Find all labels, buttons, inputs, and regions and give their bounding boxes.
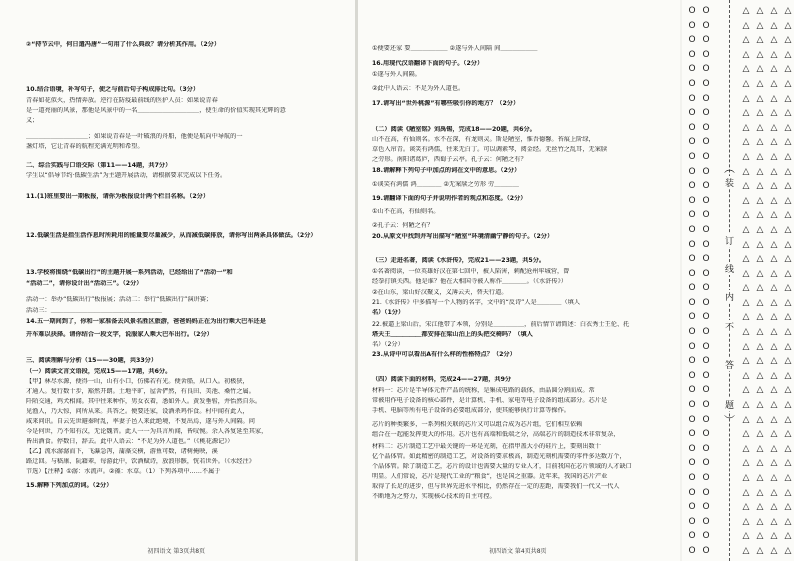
right-page-line: （三）走进名著，阅读《水浒传》，完成21——23题，共5分。	[372, 257, 546, 264]
left-page-line: 【甲】林尽水源，便得一山，山有小口，仿佛若有光。便舍船，从口入。初极狭，	[26, 378, 249, 385]
left-page-line: 开车难以抉择。请你结合一段文字，说服家人乘大巴车出行。（2分）	[26, 331, 213, 338]
right-page-line: 草色入帘青。谈笑有鸿儒，往来无白丁。可以调素琴，阅金经。无丝竹之乱耳，无案牍	[372, 146, 608, 153]
left-page-line: 活动一：举办“低碳出行”板报展；活动二：举行“低碳出行”演讲赛；	[26, 296, 213, 303]
left-page-line: 12.低碳生活是指生活作息时所耗用的能量要尽量减少，从而减低碳排放，请你写出两条具体做法。（2分）	[26, 232, 317, 239]
seal-label: 答	[723, 358, 736, 371]
right-page-line: 19.请翻译下面的句子并说明作者的观点和态度。（2分）	[372, 195, 527, 202]
page-footer: 初四语文 第4页共8页	[489, 548, 547, 555]
right-page-line: ①名著阅读，一位英雄好汉在第七回中，被人陷害，刺配沧州牢城营，曾	[372, 268, 570, 275]
left-exam-page	[0, 0, 355, 561]
right-exam-page	[358, 0, 680, 561]
right-page-line: 不断地为之努力，实现核心技术的自主可控。	[372, 493, 496, 500]
left-page-line: 14.五一期间到了，你和一家准备去风景名胜区旅游，爸爸妈妈正在为出行乘大巴车还是	[26, 318, 266, 325]
left-page-line: 今是何世，乃不知有汉，无论魏晋。此人一一为具言所闻，皆叹惋。余人各复延至其家，	[26, 428, 268, 435]
seal-label: 线	[723, 262, 736, 275]
left-page-line: 10.结合语境，补写句子，使之与前后句子构成排比句。（3分）	[26, 86, 200, 93]
left-page-line: 13.学校将围绕“低碳出行”的主题开展一系列活动，已经给出了“活动一”和	[26, 269, 233, 276]
left-page-line: ②“持节云中，何日遣冯唐”一句用了什么典故？请分析其作用。（2分）	[26, 41, 221, 48]
right-page-line: 芯片的种类繁多，一系列相关联的芯片又可以组合成为芯片组，它们相互依赖	[372, 421, 583, 428]
triangle-column: △ △ △ △ △ △ △ △ △ △ △ △ △ △ △ △ △ △ △ △ △ △ △ △ △ △ △ △ △ △ △ △ △ △ △ △ △ △	[770, 6, 778, 556]
seal-label: 装	[723, 176, 736, 189]
right-page-line: 名）（1分）	[372, 309, 405, 316]
left-page-line: “活动二”，请你设计出“活动三”。（2分）	[26, 280, 143, 287]
right-page-line: （二）阅读《陋室铭》刘禹锡，完成18——20题，共6分。	[372, 126, 536, 133]
binding-strip	[682, 0, 794, 561]
right-page-line: 亿个晶体管。如此精密的制造工艺，对设备的要求极高，制造光刻机需要的零件多达数万个，	[372, 453, 626, 460]
right-page-line: ②孔子云：何陋之有？	[372, 222, 434, 229]
left-page-line: 二、综合实践与口语交际（第11——14题，共7分）	[26, 162, 172, 169]
left-page-line: 学生以“倡导节约·低碳生活”为主题开展活动，请根据要求完成以下任务。	[26, 172, 227, 179]
right-page-line: 明显。人们常说，芯片是现代工业的“粮食”，也是国之重器。近年来，我国的芯片产业	[372, 473, 608, 480]
right-page-line: 16.用现代汉语翻译下面的句子。（2分）	[372, 60, 484, 67]
right-page-line: 手机、电脑等所有电子设备的必要组成部分，使其能够执行计算等操作。	[372, 407, 570, 414]
right-page-line: ①便要还家 要＿＿＿＿＿＿ ②遂与外人间隔 间＿＿＿＿＿＿	[372, 45, 538, 52]
right-page-line: 组合在一起能发挥更大的作用。芯片也有高端和低端之分，高端芯片的制造技术非常复杂，	[372, 431, 620, 438]
right-page-line: 17.请写出“世外桃源”有哪些吸引你的地方？（2分）	[372, 100, 520, 107]
circle-column: O O O O O O O O O O O O O O O O O O O O O O O O O O O O O O O O O O O O O O	[688, 6, 696, 556]
left-page-line: （一）阅读文言文语段，完成15——17题，共6分。	[26, 368, 172, 375]
right-page-line: ①遂与外人间隔。	[372, 71, 421, 78]
seal-label: 题	[723, 398, 736, 411]
left-page-line: ＿＿＿＿＿＿＿＿＿＿；如果说青春是一叶破浪的舟船，他便是航向中导航的一	[26, 133, 243, 140]
left-page-line: 三、阅读理解与分析（15——30题，共33分）	[26, 357, 158, 364]
left-page-line: 才通人。复行数十步，豁然开朗。土地平旷，屋舍俨然，有良田、美池、桑竹之属。	[26, 388, 255, 395]
page-footer: 初四语文 第3页共8页	[147, 548, 206, 555]
left-page-line: 活动三：＿＿＿＿＿＿＿＿＿＿＿＿＿＿＿＿＿＿	[26, 307, 163, 314]
right-page-line: 个晶体管。除了制造工艺，芯片的设计也需要大量的专业人才，目前我国在芯片领域的人才缺口	[372, 463, 632, 470]
left-page-line: 盏灯塔，它让青春的航程充满光明和希望。	[26, 143, 144, 150]
left-page-line: 义；	[26, 117, 39, 124]
left-page-line: 阡陌交通，鸡犬相闻。其中往来种作，男女衣着，悉如外人。黄发垂髫，并怡然自乐。	[26, 398, 262, 405]
left-page-line: 路迂回。与嵇康、阮籍辈，每游此中，饮酒赋诗，放浪形骸，恍若世外。（《水经注》	[26, 458, 255, 465]
left-page-line: 青春如花似火，热情奔放。逆行在防疫最前线的医护人员：如果说青春	[26, 97, 218, 104]
right-page-line: 常被用作电子设备的核心部件，是计算机、手机、家电等电子设备的组成部分。芯片是	[372, 397, 608, 404]
seal-label: 不	[723, 320, 736, 333]
right-page-line: 之劳形。南阳诸葛庐，西蜀子云亭。孔子云：何陋之有？	[372, 156, 527, 163]
triangle-column: △ △ △ △ △ △ △ △ △ △ △ △ △ △ △ △ △ △ △ △ △ △ △ △ △ △ △ △ △ △ △ △ △ △ △ △ △ △	[742, 6, 750, 556]
triangle-column: △ △ △ △ △ △ △ △ △ △ △ △ △ △ △ △ △ △ △ △ △ △ △ △ △ △ △ △ △ △ △ △ △ △ △ △ △ △	[784, 6, 792, 556]
left-page-line: 见渔人，乃大惊，问所从来。具答之。便要还家，设酒杀鸡作食。村中闻有此人，	[26, 408, 249, 415]
close-bracket-icon: ︶	[724, 414, 735, 427]
left-page-line: 11.(1)班里要出一期板报，请你为板报设计两个栏目名称。（2分）	[26, 193, 210, 200]
right-page-line: （四）阅读下面的材料，完成24——27题，共9分	[372, 376, 512, 383]
left-page-line: 皆出酒食。停数日，辞去。此中人语云：“不足为外人道也。”（《桃花源记》）	[26, 438, 234, 445]
left-page-line: 15.解释下列加点的词。（2分）	[26, 482, 113, 489]
left-page-line: 节选）【注释】①潺：水流声。②藻：水草。（1）下列各项中……不属于	[26, 468, 221, 475]
left-page-line: 是一道亮丽的风景，那他是风景中的一名＿＿＿＿＿＿＿＿＿＿，使生命的价值实现其光辉的意	[26, 107, 286, 114]
right-page-line: ①谈笑有鸿儒 鸿＿＿＿＿ ②无案牍之劳形 劳＿＿＿＿	[372, 181, 519, 188]
triangle-column: △ △ △ △ △ △ △ △ △ △ △ △ △ △ △ △ △ △ △ △ △ △ △ △ △ △ △ △ △ △ △ △ △ △ △ △ △ △	[756, 6, 764, 556]
right-page-line: 20.从原文中找到并写出描写“陋室”环境清幽宁静的句子。（2分）	[372, 233, 554, 240]
left-page-line: 咸来问讯。自云先世避秦时乱，率妻子邑人来此绝境，不复出焉，遂与外人间隔。问	[26, 418, 255, 425]
right-page-line: 山不在高，有仙则名。水不在深，有龙则灵。斯是陋室，惟吾德馨。苔痕上阶绿，	[372, 136, 595, 143]
binding-cut-line	[729, 0, 730, 561]
right-page-line: 取得了长足的进步，但与世界先进水平相比，仍然存在一定的差距，需要我们一代又一代人	[372, 483, 620, 490]
right-page-line: 名）（2分）	[372, 341, 404, 348]
right-page-line: 22.被逼上梁山后，宋江他带了本领，分别是＿＿＿＿＿，前后情节请简述：白衣秀士王伦、托	[372, 321, 630, 328]
circle-column: O O O O O O O O O O O O O O O O O O O O O O O O O O O O O O O O O O O O O O	[702, 6, 710, 556]
left-page-line: 【乙】流水潺潺而下，飞瀑急泻，蒲藻交横，游鱼可数，诸树掩映，溪	[26, 448, 218, 455]
right-page-line: 材料二：芯片制造工艺中最关键的一环是光刻，在指甲盖大小的硅片上，要刻出数十	[372, 443, 601, 450]
right-page-line: 经拳打镇关西。他是谁？他在大相国寺被人称作＿＿＿＿。（《水浒传》）	[372, 278, 567, 285]
right-page-line: ②在山东，梁山好汉聚义，义薄云天，替天行道。	[372, 289, 508, 296]
seal-label: 内	[723, 290, 736, 303]
right-page-line: 材料一：芯片是半导体元件产品的统称，是集成电路的载体，由晶圆分割而成。常	[372, 387, 595, 394]
right-page-line: ①山不在高，有仙则名。	[372, 208, 440, 215]
right-page-line: ②此中人语云：不足为外人道也。	[372, 85, 465, 92]
right-page-line: 塔天王＿＿＿＿＿都安排在梁山泊上的头把交椅吗？（填人	[372, 331, 533, 338]
right-page-line: 21.《水浒传》中多描写一个人物的名字，文中的“反诗”人是＿＿＿＿（填人	[372, 299, 581, 306]
right-page-line: 18.请解释下列句子中加点的词在文中的意思。（2分）	[372, 167, 521, 174]
right-page-line: 23.从诗中可以看出A有什么样的性格特点？（2分）	[372, 351, 516, 358]
seal-label: 订	[723, 234, 736, 247]
open-bracket-icon: ︵	[724, 162, 735, 175]
